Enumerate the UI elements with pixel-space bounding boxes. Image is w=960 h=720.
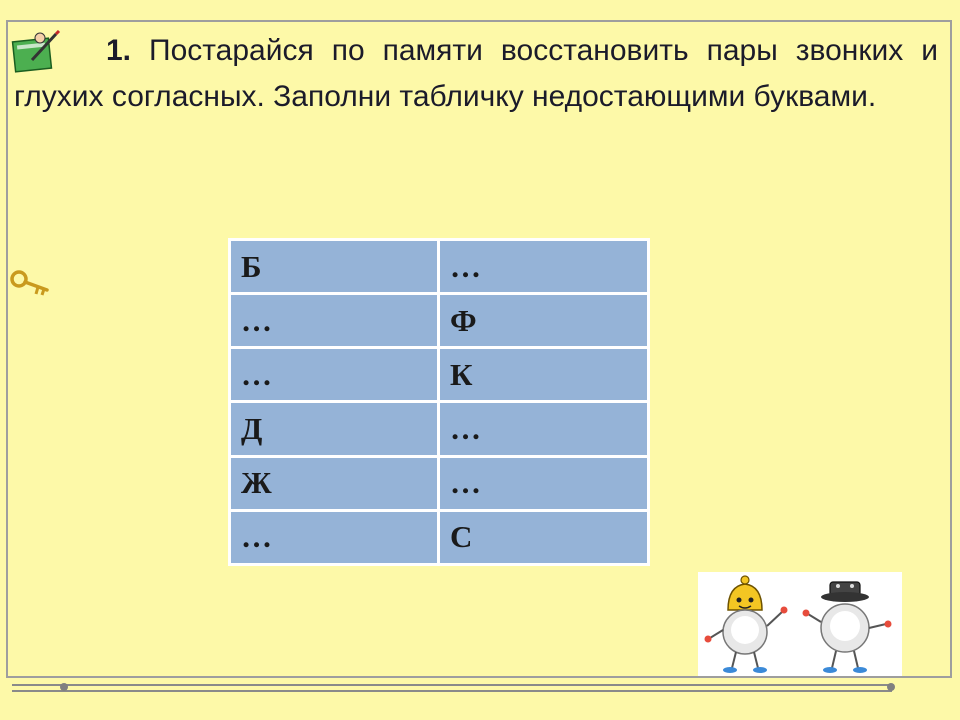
table-row [231,512,647,563]
voiceless-consonant-cell: … [440,458,647,509]
task-text [14,28,938,120]
rule-dot-left [60,683,68,691]
voiceless-consonant-cell: … [440,403,647,454]
voiced-consonant-cell: … [231,512,437,563]
task-number: 1. [106,34,132,67]
consonant-pairs-table [228,238,650,566]
voiced-consonant-cell: … [231,295,437,346]
voiced-consonant-cell: … [231,349,437,400]
bottom-rule-top [12,684,892,686]
table-row [231,458,647,509]
table-row [231,241,647,292]
table-row [231,403,647,454]
bottom-rule-bottom [12,690,892,692]
table-row [231,295,647,346]
voiced-consonant-cell: Б [231,241,437,292]
bell-mascots-illustration [698,572,902,676]
voiced-consonant-cell: Ж [231,458,437,509]
voiceless-consonant-cell: Ф [440,295,647,346]
key-icon [10,268,50,300]
voiced-consonant-cell: Д [231,403,437,454]
task-instruction: Постарайся по памяти восстановить пары звонких и глухих согласных. Заполни табличку недостающими буквами. [14,34,938,113]
voiceless-consonant-cell: К [440,349,647,400]
voiceless-consonant-cell: … [440,241,647,292]
rule-dot-right [887,683,895,691]
voiceless-consonant-cell: С [440,512,647,563]
table-row [231,349,647,400]
